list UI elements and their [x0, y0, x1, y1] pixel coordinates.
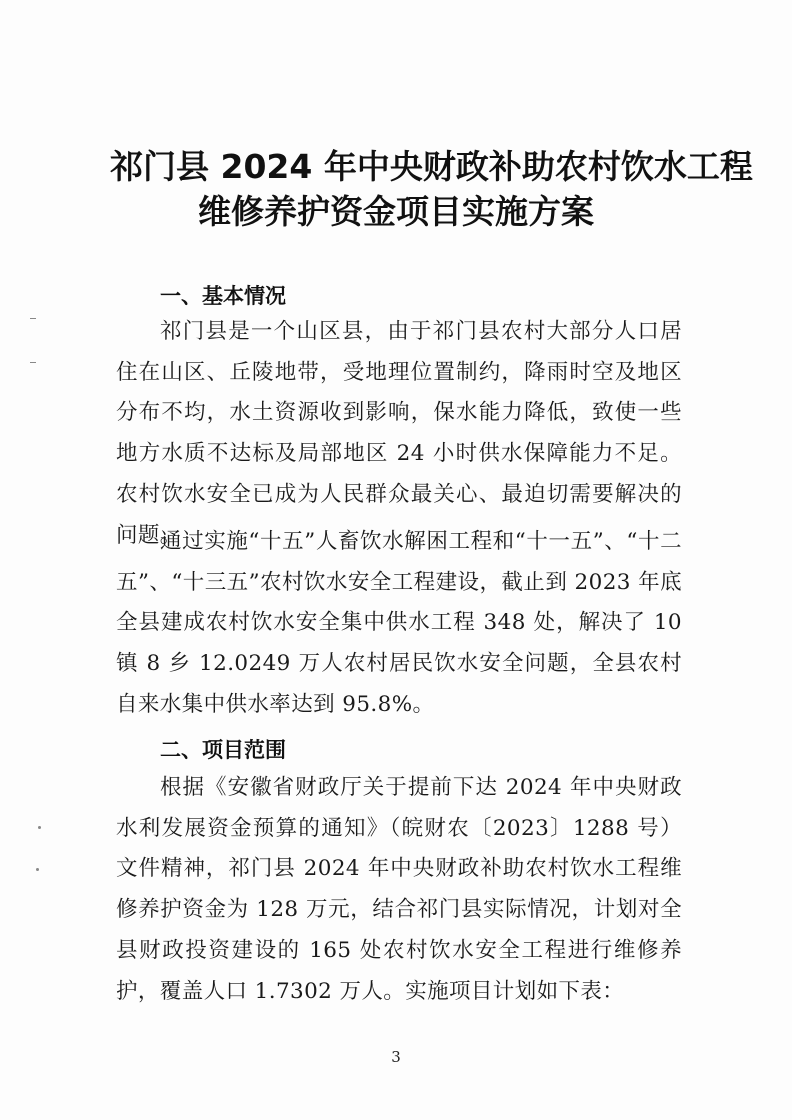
paragraph-basic-2: 通过实施“十五”人畜饮水解困工程和“十一五”、“十二五”、“十三五”农村饮水安全工程建设，截止到 2023 年底全县建成农村饮水安全集中供水工程 348 处，解决了 10 镇 8 乡 12.0249 万人农村居民饮水安全问题，全县农村自来水集中供水率达到 95.8%。 — [116, 529, 682, 717]
scan-mark — [30, 362, 36, 363]
document-title-line1: 祁门县 2024 年中央财政补助农村饮水工程 — [110, 147, 753, 186]
paragraph-scope-1: 根据《安徽省财政厅关于提前下达 2024 年中央财政水利发展资金预算的通知》（皖财农〔2023〕1288 号）文件精神，祁门县 2024 年中央财政补助农村饮水工程维修养护资金为 128 万元，结合祁门县实际情况，计划对全县财政投资建设的 165 处农村饮水安全工程进行维修养护，覆盖人口 1.7302 万人。实施项目计划如下表： — [116, 775, 682, 1004]
section-heading-scope: 二、项目范围 — [160, 738, 286, 762]
scan-mark — [36, 868, 39, 871]
page-number: 3 — [391, 1048, 401, 1066]
scan-mark — [30, 318, 36, 319]
scan-mark — [38, 826, 41, 829]
document-title-line2: 维修养护资金项目实施方案 — [198, 192, 594, 231]
section-heading-basic: 一、基本情况 — [160, 284, 286, 308]
paragraph-basic-1: 祁门县是一个山区县，由于祁门县农村大部分人口居住在山区、丘陵地带，受地理位置制约，降雨时空及地区分布不均，水土资源收到影响，保水能力降低，致使一些地方水质不达标及局部地区 24 小时供水保障能力不足。农村饮水安全已成为人民群众最关心、最迫切需要解决的问题。 — [116, 319, 682, 548]
